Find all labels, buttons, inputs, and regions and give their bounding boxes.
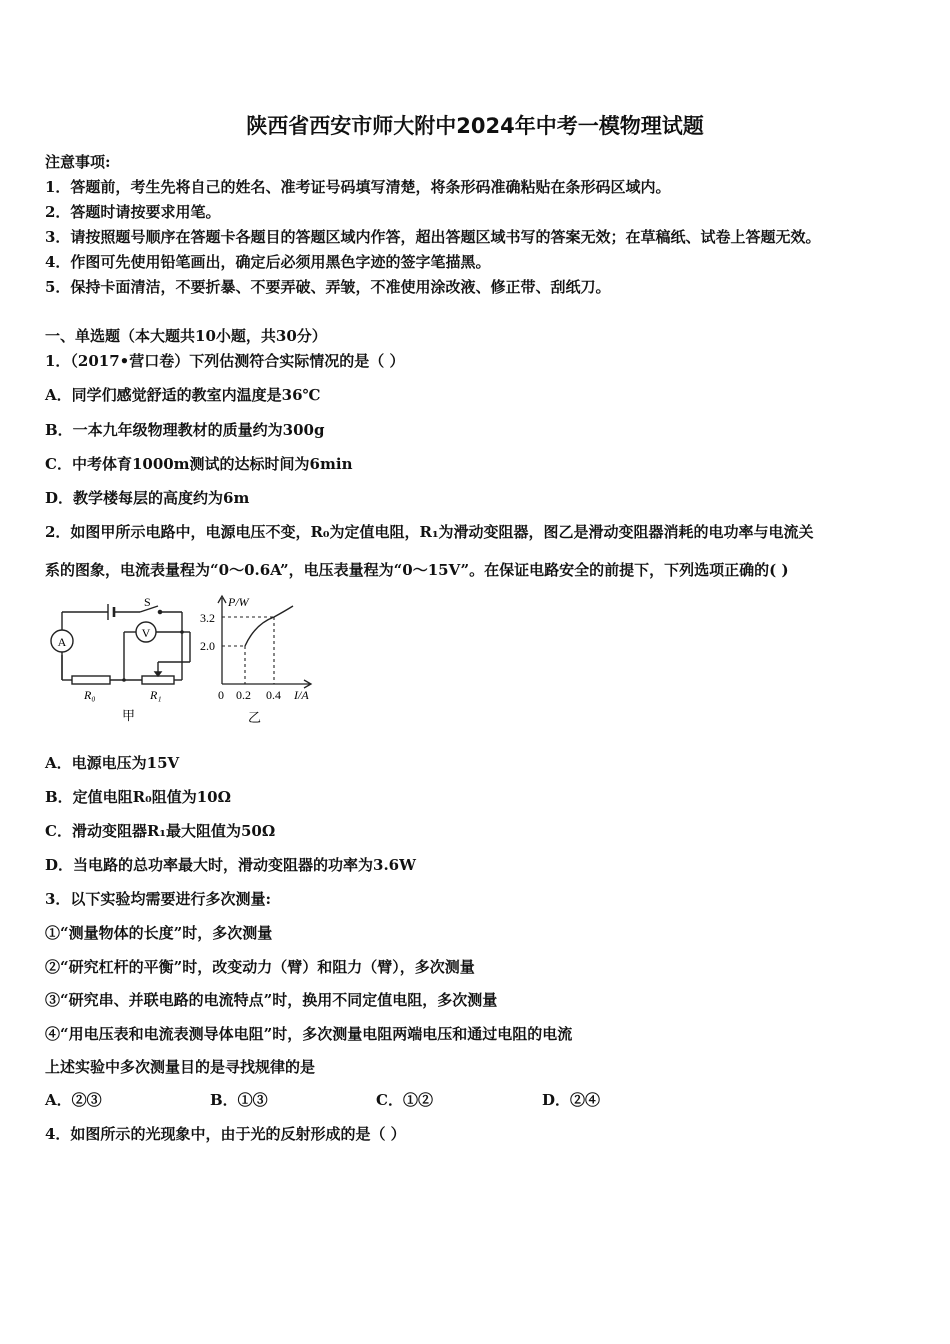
- r1-label: R₁: [150, 688, 162, 702]
- q1-option-c: C．中考体育1000m测试的达标时间为6min: [45, 455, 353, 473]
- q2-option-d: D．当电路的总功率最大时，滑动变阻器的功率为3.6W: [45, 856, 416, 874]
- q3-option-c: C．①②: [376, 1091, 433, 1109]
- graph-x-label: I/A: [294, 688, 309, 702]
- note-item: 5．保持卡面清洁，不要折暴、不要弄破、弄皱，不准使用涂改液、修正带、刮纸刀。: [45, 278, 611, 296]
- q4-stem: 4．如图所示的光现象中，由于光的反射形成的是（ ）: [45, 1125, 406, 1143]
- q3-option-b: B．①③: [210, 1091, 268, 1109]
- q3-item: ④“用电压表和电流表测导体电阻”时，多次测量电阻两端电压和通过电阻的电流: [45, 1025, 573, 1043]
- switch-label: S: [144, 595, 151, 609]
- q3-item: ③“研究串、并联电路的电流特点”时，换用不同定值电阻，多次测量: [45, 991, 498, 1009]
- q2-option-a: A．电源电压为15V: [45, 754, 180, 772]
- graph-origin: 0: [218, 688, 224, 702]
- graph-x-tick: 0.4: [266, 688, 281, 702]
- q3-option-a: A．②③: [45, 1091, 102, 1109]
- q2-stem-line2: 系的图象，电流表量程为“0～0.6A”，电压表量程为“0～15V”。在保证电路安全的前提下，下列选项正确的( ): [45, 561, 789, 579]
- q1-option-a: A．同学们感觉舒适的教室内温度是36℃: [45, 386, 321, 404]
- q2-option-b: B．定值电阻R₀阻值为10Ω: [45, 788, 231, 806]
- q3-option-d: D．②④: [542, 1091, 601, 1109]
- note-item: 3．请按照题号顺序在答题卡各题目的答题区域内作答，超出答题区域书写的答案无效；在草稿纸、试卷上答题无效。: [45, 228, 821, 246]
- q3-stem: 3．以下实验均需要进行多次测量:: [45, 890, 271, 908]
- q2-option-c: C．滑动变阻器R₁最大阻值为50Ω: [45, 822, 276, 840]
- q1-stem: 1．（2017•营口卷）下列估测符合实际情况的是（ ）: [45, 352, 405, 370]
- q3-item: ①“测量物体的长度”时，多次测量: [45, 924, 273, 942]
- q1-option-b: B．一本九年级物理教材的质量约为300g: [45, 421, 325, 439]
- page-title: 陕西省西安市师大附中2024年中考一模物理试题: [246, 114, 704, 138]
- note-item: 1．答题前，考生先将自己的姓名、准考证号码填写清楚，将条形码准确粘贴在条形码区域内。: [45, 178, 671, 196]
- q1-option-d: D．教学楼每层的高度约为6m: [45, 489, 250, 507]
- graph-x-tick: 0.2: [236, 688, 251, 702]
- section-heading: 一、单选题（本大题共10小题，共30分）: [45, 327, 327, 345]
- notes-heading: 注意事项:: [45, 153, 111, 171]
- note-item: 4．作图可先使用铅笔画出，确定后必须用黑色字迹的签字笔描黑。: [45, 253, 491, 271]
- q3-item: ②“研究杠杆的平衡”时，改变动力（臂）和阻力（臂），多次测量: [45, 958, 475, 976]
- graph-y-tick: 2.0: [200, 639, 215, 653]
- r0-label: R₀: [84, 688, 96, 702]
- graph-y-tick: 3.2: [200, 611, 215, 625]
- q2-stem-line1: 2．如图甲所示电路中，电源电压不变，R₀为定值电阻，R₁为滑动变阻器，图乙是滑动变阻器消耗的电功率与电流关: [45, 523, 814, 541]
- circuit-caption: 甲: [122, 708, 136, 723]
- ammeter-label: A: [57, 635, 67, 649]
- voltmeter-label: V: [141, 626, 151, 640]
- q3-question: 上述实验中多次测量目的是寻找规律的是: [45, 1058, 316, 1076]
- graph-y-label: P/W: [228, 595, 249, 609]
- q2-figure: [40, 592, 350, 727]
- note-item: 2．答题时请按要求用笔。: [45, 203, 221, 221]
- graph-caption: 乙: [248, 710, 262, 725]
